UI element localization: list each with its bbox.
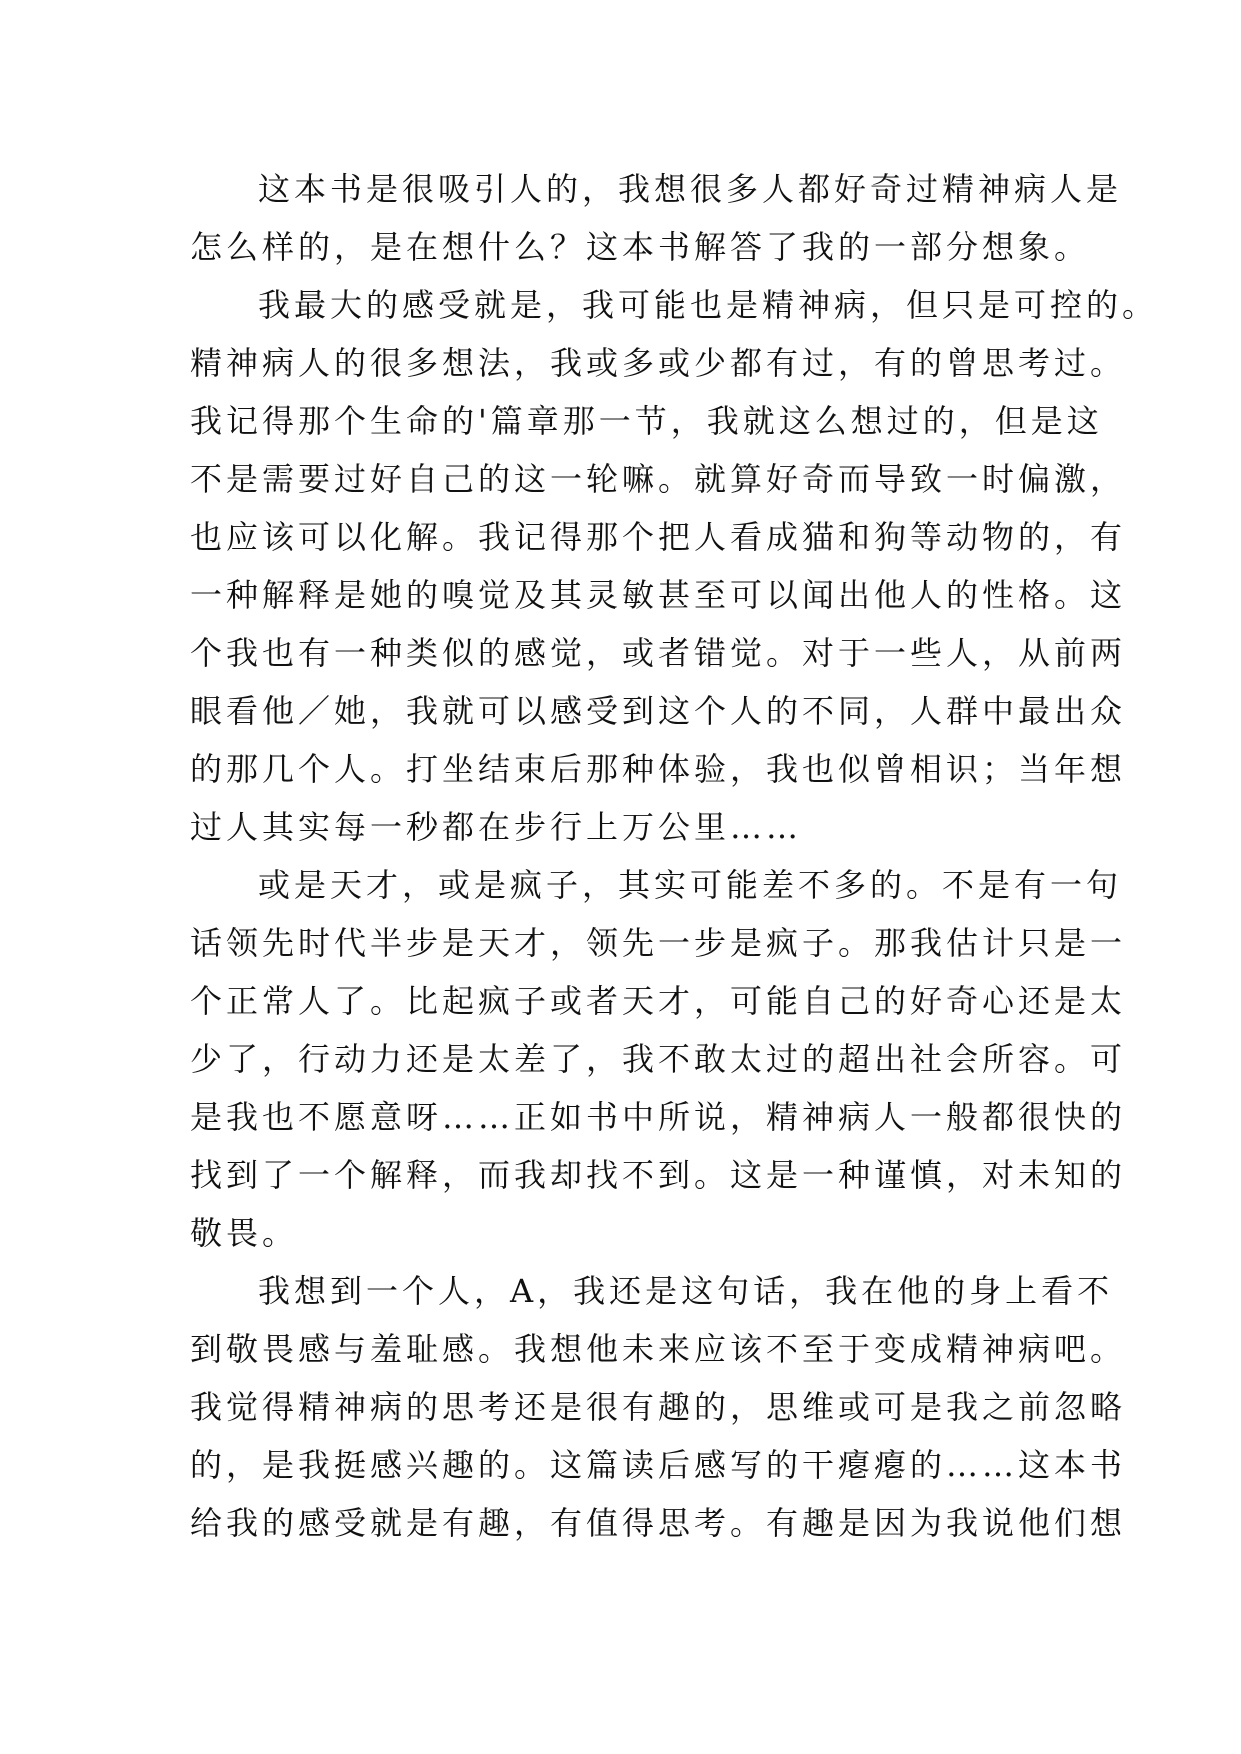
paragraph-line: 过人其实每一秒都在步行上万公里…… <box>190 808 803 846</box>
paragraph-line: 怎么样的，是在想什么？这本书解答了我的一部分想象。 <box>190 228 1091 266</box>
paragraph-1 <box>190 160 1123 276</box>
paragraph-line: 不是需要过好自己的这一轮嘛。就算好奇而导致一时偏激， <box>190 460 1127 498</box>
paragraph-line: 精神病人的很多想法，我或多或少都有过，有的曾思考过。 <box>190 344 1127 382</box>
paragraph-3 <box>190 856 1127 1262</box>
paragraph-line: 个我也有一种类似的感觉，或者错觉。对于一些人，从前两 <box>190 634 1127 672</box>
paragraph-line: 敬畏。 <box>190 1214 299 1252</box>
paragraph-line: 的，是我挺感兴趣的。这篇读后感写的干瘪瘪的……这本书 <box>190 1446 1127 1484</box>
paragraph-line: 少了，行动力还是太差了，我不敢太过的超出社会所容。可 <box>190 1040 1127 1078</box>
paragraph-line: 到敬畏感与羞耻感。我想他未来应该不至于变成精神病吧。 <box>190 1330 1127 1368</box>
paragraph-line: 我记得那个生命的'篇章那一节，我就这么想过的，但是这 <box>190 402 1103 440</box>
paragraph-line: 这本书是很吸引人的，我想很多人都好奇过精神病人是 <box>258 170 1123 208</box>
paragraph-line: 我想到一个人，A，我还是这句话，我在他的身上看不 <box>258 1272 1114 1310</box>
paragraph-line: 找到了一个解释，而我却找不到。这是一种谨慎，对未知的 <box>190 1156 1127 1194</box>
document-body <box>190 160 1159 1552</box>
paragraph-line: 个正常人了。比起疯子或者天才，可能自己的好奇心还是太 <box>190 982 1127 1020</box>
paragraph-line: 是我也不愿意呀……正如书中所说，精神病人一般都很快的 <box>190 1098 1127 1136</box>
paragraph-2 <box>190 276 1159 856</box>
paragraph-line: 给我的感受就是有趣，有值得思考。有趣是因为我说他们想 <box>190 1504 1127 1542</box>
paragraph-line: 眼看他／她，我就可以感受到这个人的不同，人群中最出众 <box>190 692 1127 730</box>
paragraph-4 <box>190 1262 1127 1552</box>
paragraph-line: 一种解释是她的嗅觉及其灵敏甚至可以闻出他人的性格。这 <box>190 576 1127 614</box>
paragraph-line: 我最大的感受就是，我可能也是精神病，但只是可控的。 <box>258 286 1159 324</box>
paragraph-line: 也应该可以化解。我记得那个把人看成猫和狗等动物的，有 <box>190 518 1127 556</box>
paragraph-line: 话领先时代半步是天才，领先一步是疯子。那我估计只是一 <box>190 924 1127 962</box>
paragraph-line: 或是天才，或是疯子，其实可能差不多的。不是有一句 <box>258 866 1123 904</box>
paragraph-line: 我觉得精神病的思考还是很有趣的，思维或可是我之前忽略 <box>190 1388 1127 1426</box>
paragraph-line: 的那几个人。打坐结束后那种体验，我也似曾相识；当年想 <box>190 750 1127 788</box>
